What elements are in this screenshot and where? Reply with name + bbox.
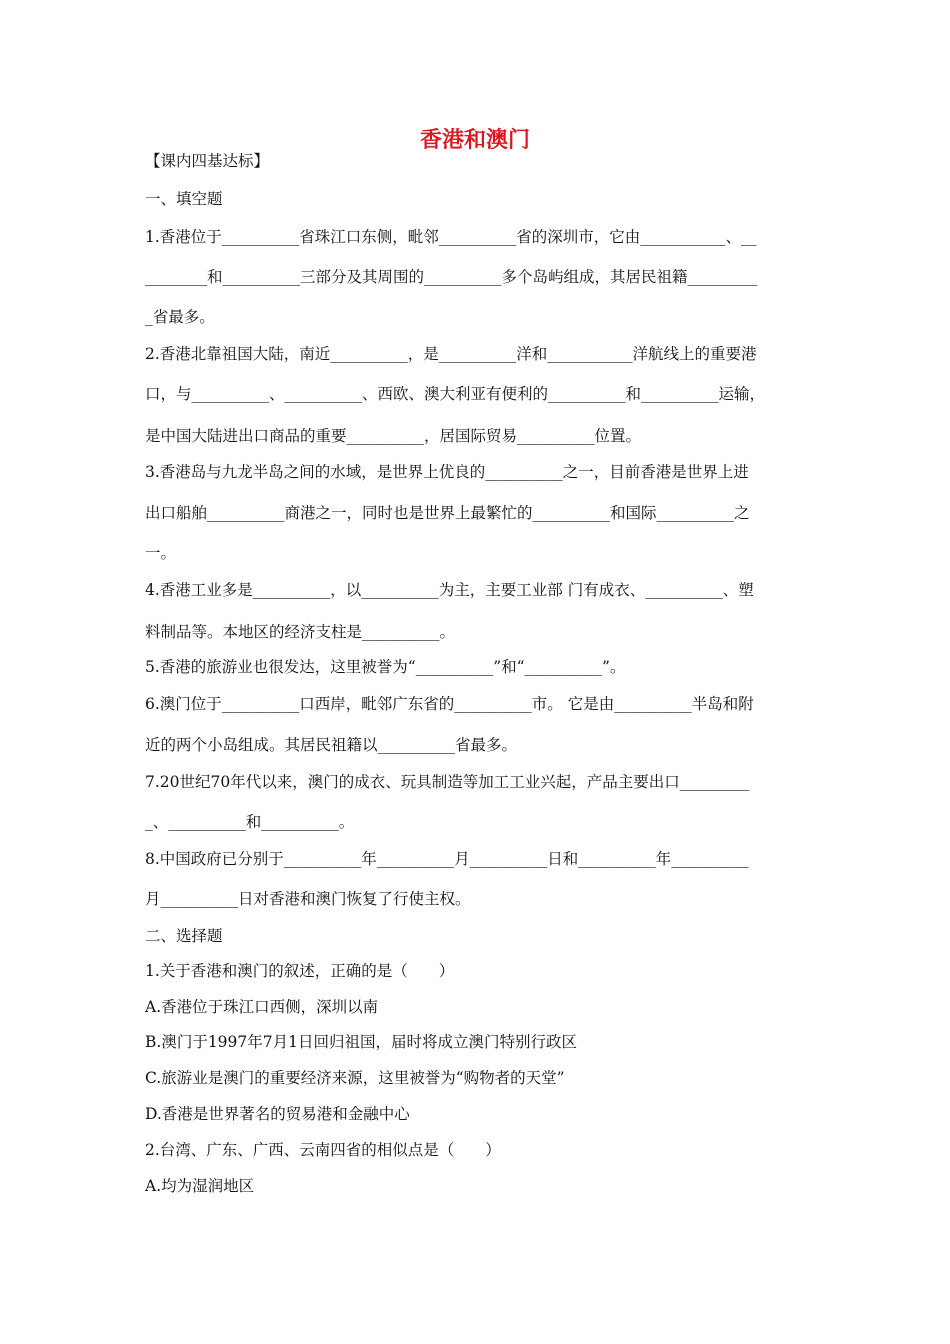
fill-question-3-line-3: 一。 xyxy=(145,544,177,562)
fill-question-7-line-2: _、__________和__________。 xyxy=(145,813,355,831)
page-title: 香港和澳门 xyxy=(419,128,530,153)
fill-question-8-line-1: 8.中国政府已分别于__________年__________月__________日和__________年__________ xyxy=(145,850,749,868)
fill-question-2-line-2: 口，与__________、__________、西欧、澳大利亚有便利的__________和__________运输， xyxy=(145,385,766,403)
fill-question-1-line-2: ________和__________三部分及其周围的__________多个岛屿组成，其居民祖籍_________ xyxy=(145,268,758,286)
section-header: 【课内四基达标】 xyxy=(145,152,270,170)
fill-question-4-line-1: 4.香港工业多是__________，以__________为主，主要工业部 门有成衣、__________、塑 xyxy=(145,581,754,599)
choice-question-1-option-d: D.香港是世界著名的贸易港和金融中心 xyxy=(145,1105,410,1123)
fill-question-2-line-3: 是中国大陆进出口商品的重要__________，居国际贸易__________位置。 xyxy=(145,427,642,445)
fill-question-8-line-2: 月__________日对香港和澳门恢复了行使主权。 xyxy=(145,890,471,908)
choice-question-1-option-c: C.旅游业是澳门的重要经济来源，这里被誉为“购物者的天堂” xyxy=(145,1069,565,1087)
part1-heading: 一、填空题 xyxy=(145,190,223,208)
fill-question-7-line-1: 7.20世纪70年代以来，澳门的成衣、玩具制造等加工工业兴起，产品主要出口_________ xyxy=(145,773,750,791)
choice-question-2-option-a: A.均为湿润地区 xyxy=(145,1177,255,1195)
fill-question-3-line-2: 出口船舶__________商港之一，同时也是世界上最繁忙的__________和国际__________之 xyxy=(145,504,750,522)
choice-question-2: 2.台湾、广东、广西、云南四省的相似点是（ ） xyxy=(145,1141,501,1159)
fill-question-6-line-1: 6.澳门位于__________口西岸，毗邻广东省的__________市。 它是由__________半岛和附 xyxy=(145,695,754,713)
fill-question-5-line-1: 5.香港的旅游业也很发达，这里被誉为“__________”和“__________”。 xyxy=(145,658,626,676)
fill-question-6-line-2: 近的两个小岛组成。其居民祖籍以__________省最多。 xyxy=(145,736,518,754)
choice-question-1-option-b: B.澳门于1997年7月1日回归祖国，届时将成立澳门特别行政区 xyxy=(145,1033,577,1051)
fill-question-3-line-1: 3.香港岛与九龙半岛之间的水域，是世界上优良的__________之一，目前香港是世界上进 xyxy=(145,463,749,481)
part2-heading: 二、选择题 xyxy=(145,927,223,945)
fill-question-1-line-1: 1.香港位于__________省珠江口东侧，毗邻__________省的深圳市，它由___________、__ xyxy=(145,228,757,246)
fill-question-1-line-3: _省最多。 xyxy=(145,308,215,326)
fill-question-2-line-1: 2.香港北靠祖国大陆，南近__________，是__________洋和___________洋航线上的重要港 xyxy=(145,345,757,363)
choice-question-1-option-a: A.香港位于珠江口西侧，深圳以南 xyxy=(145,998,379,1016)
choice-question-1: 1.关于香港和澳门的叙述，正确的是（ ） xyxy=(145,962,455,980)
fill-question-4-line-2: 料制品等。本地区的经济支柱是__________。 xyxy=(145,623,456,641)
